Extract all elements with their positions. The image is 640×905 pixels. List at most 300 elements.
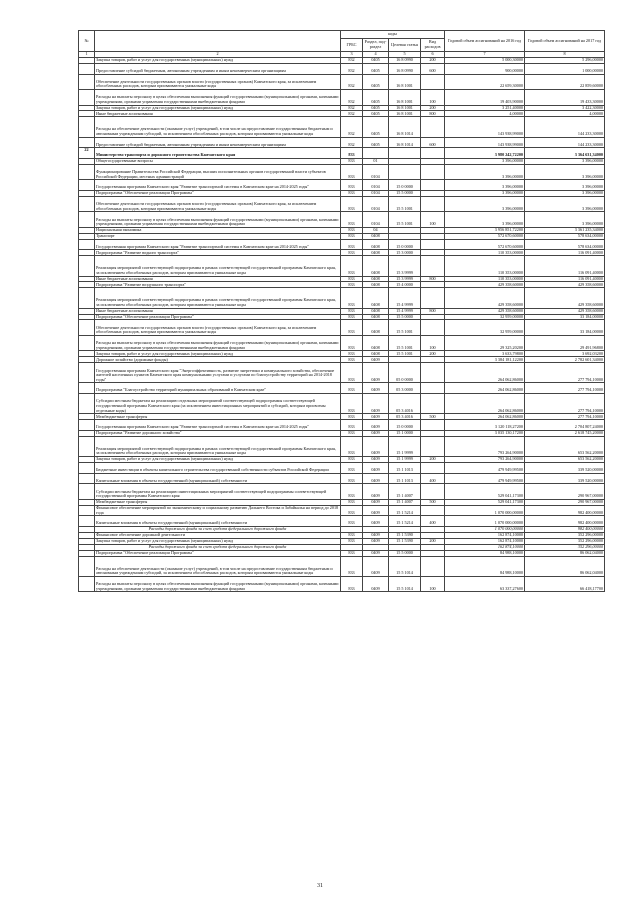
row-name: Расходы на обеспечение деятельности (оказание услуг) учреждений, в том числе на предоставление государственным бюджетным и автономным учреждениям субсидий, за исключением обособленных расходов, которым присваиваются уникальные коды [95,556,341,576]
row-name: Капитальные вложения в объекты государственной (муниципальной) собственности [95,473,341,484]
row-vr [421,420,445,431]
row-vr: 800 [421,111,445,117]
row-amount-2016: 572 670,60000 [445,233,525,239]
row-vr: 100 [421,576,445,591]
table-row [79,63,605,74]
table-row [79,484,605,499]
row-csr: 15 1 5390 [389,533,421,539]
row-vr [421,164,445,179]
table-row [79,436,605,456]
row-vr: 800 [421,276,445,282]
row-name: Расходы дорожного фонда за счет средств федерального дорожного фонда [95,544,341,550]
row-vr: 600 [421,137,445,148]
row-amount-2016: 3 633,79800 [445,351,525,357]
row-name: Подпрограмма "Обеспечение реализации Программы" [95,550,341,556]
row-razdel: 0409 [363,538,389,544]
row-vr [421,484,445,499]
row-razdel: 0405 [363,137,389,148]
row-amount-2016: 3 956 851,72200 [445,227,525,233]
table-row [79,516,605,527]
row-amount-2016: 429 358,60000 [445,308,525,314]
row-vr [421,462,445,473]
table-row [79,462,605,473]
row-amount-2017: 653 562,20000 [525,457,605,463]
row-razdel: 0104 [363,212,389,227]
row-razdel: 0405 [363,63,389,74]
row-number [79,462,95,473]
row-csr: 15 5 1014 [389,556,421,576]
row-name: Транспорт [95,233,341,239]
row-amount-2017: 982 400,00000 [525,527,605,533]
row-name: Бюджетные инвестиции в объекты капитального строительства государственной собственности субъектов Российской Федерации [95,462,341,473]
row-amount-2016: 19 403,90000 [445,90,525,105]
row-grbs: 833 [341,212,363,227]
row-name: Капитальные вложения в объекты государственной (муниципальной) собственности [95,516,341,527]
row-amount-2016: 1 070 000,00000 [445,516,525,527]
row-amount-2017: 3 692,03200 [525,351,605,357]
row-razdel: 0409 [363,499,389,505]
row-csr: 15 1 4007 [389,499,421,505]
row-name: Реализация мероприятий соответствующей подпрограммы в рамках соответствующей государственной программы Камчатского края, за исключением обособленных расходов, которым присваиваются уникальные коды [95,288,341,308]
row-csr: 15 5 1001 [389,212,421,227]
row-razdel: 04 [363,227,389,233]
row-grbs: 833 [341,394,363,414]
table-row [79,256,605,276]
row-vr: 600 [421,63,445,74]
row-amount-2017: 2 704 807,24000 [525,420,605,431]
row-csr: 05 3 0000 [389,383,421,394]
row-amount-2016: 143 938,99000 [445,117,525,137]
row-grbs: 833 [341,320,363,335]
row-razdel: 0409 [363,576,389,591]
row-amount-2016: 3 035 130,17200 [445,430,525,436]
row-name: Закупка товаров, работ и услуг для государственных (муниципальных) нужд [95,58,341,64]
row-amount-2016: 3 396,00000 [445,212,525,227]
row-number [79,363,95,383]
row-amount-2017: 1 000,00000 [525,63,605,74]
row-name: Обеспечение деятельности государственных органов власти (государственных органов) Камчатского края, за исключением обособленных расходов, которым присваиваются уникальные коды [95,74,341,89]
row-csr: 16 8 1001 [389,105,421,111]
row-name: Закупка товаров, работ и услуг для государственных (муниципальных) нужд [95,538,341,544]
page-number: 31 [317,883,323,889]
row-amount-2016: 32 959,00000 [445,320,525,335]
row-grbs: 833 [341,357,363,363]
row-razdel: 0104 [363,164,389,179]
row-vr: 800 [421,308,445,314]
row-amount-2017: 33 184,00000 [525,320,605,335]
row-name: Межбюджетные трансферты [95,414,341,420]
row-razdel: 0405 [363,105,389,111]
row-grbs: 833 [341,250,363,256]
index-cell: 6 [421,52,445,58]
row-amount-2017: 5 296,00000 [525,58,605,64]
row-razdel: 0409 [363,533,389,539]
row-razdel: 0409 [363,556,389,576]
row-amount-2016: 793 264,90000 [445,457,525,463]
row-vr [421,556,445,576]
row-amount-2016: 264 062,86000 [445,414,525,420]
row-grbs: 833 [341,148,363,159]
row-amount-2016: 110 353,00000 [445,276,525,282]
row-amount-2017: 578 634,00000 [525,239,605,250]
row-amount-2017: 339 520,00000 [525,462,605,473]
row-amount-2017: 429 358,60000 [525,282,605,288]
row-amount-2016: 5 000,30000 [445,58,525,64]
row-csr: 15 1 0000 [389,430,421,436]
row-amount-2017: 3 396,00000 [525,180,605,191]
header-2017: Годовой объем ассигнований на 2017 год [525,31,605,52]
row-amount-2017: 22 859,60000 [525,74,605,89]
row-number [79,320,95,335]
row-csr: 16 8 1001 [389,90,421,105]
row-amount-2016: 4,00000 [445,111,525,117]
row-name: Расходы на выплаты персоналу в целях обеспечения выполнения функций государственными (муниципальными) органами, казенными учреждениями, органами управления государственными внебюджетными фондами [95,576,341,591]
row-razdel: 0408 [363,276,389,282]
row-amount-2017: 429 358,60000 [525,288,605,308]
row-name: Закупка товаров, работ и услуг для государственных (муниципальных) нужд [95,105,341,111]
row-name: Предоставление субсидий бюджетным, автономным учреждениям и иным некоммерческим организациям [95,63,341,74]
row-amount-2016: 264 062,86000 [445,363,525,383]
row-amount-2016: 84 988,10000 [445,556,525,576]
row-amount-2017: 2 782 601,34000 [525,357,605,363]
budget-table [78,30,605,592]
row-csr: 16 8 1014 [389,117,421,137]
row-amount-2016: 429 358,60000 [445,288,525,308]
row-name: Иные бюджетные ассигнования [95,111,341,117]
index-cell: 1 [79,52,95,58]
row-amount-2016: 264 062,86000 [445,383,525,394]
row-grbs: 833 [341,505,363,516]
table-row [79,288,605,308]
row-amount-2016: 162 874,10000 [445,533,525,539]
row-amount-2016: 3 396,00000 [445,164,525,179]
row-name: Иные бюджетные ассигнования [95,308,341,314]
row-vr [421,148,445,159]
row-csr: 15 5 0000 [389,191,421,197]
index-cell: 4 [363,52,389,58]
row-csr: 16 8 1014 [389,137,421,148]
row-amount-2017: 277 794,10000 [525,383,605,394]
row-amount-2017: 3 361 235,34000 [525,227,605,233]
row-amount-2016: 3 396,00000 [445,158,525,164]
table-row [79,363,605,383]
row-razdel [363,148,389,159]
row-number [79,239,95,250]
row-csr: 15 5 1001 [389,335,421,350]
table-row [79,335,605,350]
row-razdel: 0408 [363,320,389,335]
row-vr [421,117,445,137]
row-amount-2017: 339 520,00000 [525,473,605,484]
row-amount-2016: 529 041,17300 [445,499,525,505]
row-amount-2016: 3 384 181,12200 [445,357,525,363]
row-csr: 15 1 5214 [389,505,421,516]
row-razdel: 0409 [363,516,389,527]
row-name: Субсидии местным бюджетам на реализацию инвестиционных мероприятий соответствующей подпрограммы соответствующей государственной программы Камчатского края [95,484,341,499]
row-razdel: 0409 [363,420,389,431]
row-amount-2017: 3 396,00000 [525,158,605,164]
row-csr: 15 5 1001 [389,320,421,335]
row-grbs: 833 [341,473,363,484]
row-razdel: 0104 [363,180,389,191]
row-amount-2017: 86 062,04000 [525,556,605,576]
row-amount-2017: 116 091,40000 [525,276,605,282]
row-number [79,505,95,516]
row-amount-2017: 29 491,96800 [525,335,605,350]
row-razdel: 0409 [363,383,389,394]
row-name: Расходы на обеспечение деятельности (оказание услуг) учреждений, в том числе на предоставление государственным бюджетным и автономным учреждениям субсидий, за исключением обособленных расходов, которым присваиваются уникальные коды [95,117,341,137]
row-razdel: 0408 [363,308,389,314]
row-csr: 15 3 9999 [389,256,421,276]
row-amount-2017: 653 562,20000 [525,436,605,456]
row-name: Реализация мероприятий соответствующей подпрограммы в рамках соответствующей государственной программы Камчатского края, за исключением обособленных расходов, которым присваиваются уникальные коды [95,436,341,456]
row-grbs: 833 [341,239,363,250]
row-name: Предоставление субсидий бюджетным, автономным учреждениям и иным некоммерческим организациям [95,137,341,148]
row-csr: 15 5 1001 [389,351,421,357]
row-name: Функционирование Правительства Российской Федерации, высших исполнительных органов государственной власти субъектов Российской Федерации, местных администраций [95,164,341,179]
row-razdel: 0408 [363,288,389,308]
table-row [79,320,605,335]
row-csr: 15 4 9999 [389,308,421,314]
row-razdel: 0408 [363,256,389,276]
row-amount-2016: 1 070 000,00000 [445,505,525,516]
row-razdel: 0409 [363,414,389,420]
row-csr: 15 5 1014 [389,576,421,591]
row-number [79,212,95,227]
row-number [79,164,95,179]
header-codes: коды [341,31,445,39]
row-grbs: 833 [341,233,363,239]
row-amount-2016: 162 874,10000 [445,538,525,544]
row-razdel: 0408 [363,233,389,239]
row-amount-2017: 290 967,00000 [525,499,605,505]
row-grbs: 832 [341,117,363,137]
row-grbs: 833 [341,288,363,308]
row-name: Обеспечение деятельности государственных органов власти (государственных органов) Камчатского края, за исключением обособленных расходов, которым присваиваются уникальные коды [95,320,341,335]
row-amount-2017: 290 967,00000 [525,484,605,499]
row-razdel: 0409 [363,363,389,383]
header-2016: Годовой объем ассигнований на 2016 год [445,31,525,52]
row-vr [421,288,445,308]
row-number [79,484,95,499]
row-grbs: 833 [341,457,363,463]
row-amount-2017: 277 794,10000 [525,414,605,420]
row-number [79,394,95,414]
row-amount-2017: 2 618 745,20000 [525,430,605,436]
row-grbs: 833 [341,256,363,276]
row-number [79,90,95,105]
row-csr: 15 0 0000 [389,239,421,250]
row-csr: 15 3 0000 [389,250,421,256]
index-cell: 3 [341,52,363,58]
row-grbs: 833 [341,314,363,320]
row-amount-2016: 63 337,27600 [445,576,525,591]
row-razdel: 0408 [363,239,389,250]
row-grbs: 833 [341,282,363,288]
row-grbs: 833 [341,164,363,179]
row-grbs: 833 [341,484,363,499]
row-grbs: 833 [341,538,363,544]
row-amount-2016: 793 264,90000 [445,436,525,456]
row-amount-2017: 144 233,30000 [525,137,605,148]
row-amount-2017: 3 396,00000 [525,196,605,211]
row-grbs: 832 [341,63,363,74]
row-name: Субсидии местным бюджетам на реализацию отдельных мероприятий соответствующей подпрограммы соответствующей государственной программы Камчатского края (за исключением инвестиционных мероприятий и субсидий, которым присвоены отдельные коды) [95,394,341,414]
row-amount-2017: 982 400,00000 [525,505,605,516]
index-cell: 2 [95,52,341,58]
row-grbs: 833 [341,383,363,394]
row-amount-2017: 429 358,60000 [525,308,605,314]
row-csr: 15 1 9999 [389,457,421,463]
row-csr: 15 4 9999 [389,288,421,308]
row-amount-2016: 572 670,60000 [445,239,525,250]
row-csr: 16 8 1001 [389,111,421,117]
table-row [79,196,605,211]
row-amount-2016: 3 396,00000 [445,180,525,191]
row-name: Финансовое обеспечение мероприятий по экономическому и социальному развитию Дальнего Востока и Забайкалья на период до 2018 года [95,505,341,516]
row-name: Подпрограмма "Обеспечение реализации Программы" [95,314,341,320]
row-razdel: 0405 [363,117,389,137]
row-csr [389,164,421,179]
row-amount-2017: 144 233,30000 [525,117,605,137]
row-grbs: 833 [341,420,363,431]
row-vr [421,383,445,394]
row-grbs: 833 [341,191,363,197]
table-row [79,212,605,227]
row-amount-2017: 982 400,00000 [525,516,605,527]
row-grbs: 833 [341,351,363,357]
row-amount-2017: 33 184,00000 [525,314,605,320]
row-csr: 05 3 4016 [389,414,421,420]
row-grbs: 833 [341,308,363,314]
row-amount-2017: 277 794,10000 [525,363,605,383]
table-row [79,164,605,179]
row-amount-2016: 29 325,20200 [445,335,525,350]
row-amount-2017: 3 364 631,34000 [525,148,605,159]
row-name: Дорожное хозяйство (дорожные фонды) [95,357,341,363]
row-amount-2016: 529 041,17300 [445,484,525,499]
row-grbs: 833 [341,276,363,282]
row-grbs: 833 [341,556,363,576]
row-razdel: 0405 [363,74,389,89]
row-csr: 15 5 0000 [389,550,421,556]
index-cell: 8 [525,52,605,58]
row-name: Государственная программа Камчатского края "Энергоэффективность, развитие энергетики и коммунального хозяйства, обеспечение жителей населенных пунктов Камчатского края коммунальными услугами и услугами по благоустройству территорий на 2014-2018 годы" [95,363,341,383]
row-amount-2017: 116 091,40000 [525,250,605,256]
row-grbs: 833 [341,227,363,233]
table-row [79,137,605,148]
row-csr: 15 1 4007 [389,484,421,499]
row-amount-2016: 143 938,99000 [445,137,525,148]
row-number [79,420,95,431]
row-name: Иные бюджетные ассигнования [95,276,341,282]
row-grbs: 833 [341,436,363,456]
row-name: Финансовое обеспечение дорожной деятельности [95,533,341,539]
row-vr [421,196,445,211]
row-name: Расходы на выплаты персоналу в целях обеспечения выполнения функций государственными (муниципальными) органами, казенными учреждениями, органами управления государственными внебюджетными фондами [95,90,341,105]
row-vr [421,505,445,516]
header-grbs: ГРБС [341,39,363,52]
table-row [79,90,605,105]
budget-document [78,30,604,592]
row-csr: 15 0 0000 [389,420,421,431]
row-razdel: 0405 [363,90,389,105]
row-csr: 15 3 9999 [389,276,421,282]
row-csr: 05 3 4016 [389,394,421,414]
row-amount-2016: 3 251,40000 [445,105,525,111]
row-name: Подпрограмма "Обеспечение реализации Программы" [95,191,341,197]
table-row [79,394,605,414]
row-name: Подпрограмма "Благоустройство территорий муниципальных образований в Камчатском крае" [95,383,341,394]
row-number [79,473,95,484]
row-name: Подпрограмма "Развитие дорожного хозяйства" [95,430,341,436]
row-amount-2016: 3 120 118,27200 [445,420,525,431]
row-razdel: 0405 [363,58,389,64]
row-amount-2017: 3 422,30000 [525,105,605,111]
row-amount-2017: 352 296,00000 [525,544,605,550]
row-csr: 05 0 0000 [389,363,421,383]
row-name: Межбюджетные трансферты [95,499,341,505]
row-name: Расходы дорожного фонда за счет средств федерального дорожного фонда [95,527,341,533]
header-razdel: Раздел, под-раздел [363,39,389,52]
row-vr [421,74,445,89]
row-amount-2017: 3 396,00000 [525,191,605,197]
row-name: Расходы на выплаты персоналу в целях обеспечения выполнения функций государственными (муниципальными) органами, казенными учреждениями, органами управления государственными внебюджетными фондами [95,335,341,350]
row-grbs: 832 [341,90,363,105]
row-name: Государственная программа Камчатского края "Развитие транспортной системы в Камчатском крае на 2014-2025 годы" [95,180,341,191]
row-grbs: 832 [341,111,363,117]
row-vr [421,180,445,191]
table-row [79,556,605,576]
table-row [79,473,605,484]
row-number [79,436,95,456]
row-number: 22 [79,148,95,159]
row-razdel: 0409 [363,430,389,436]
row-name: Реализация мероприятий соответствующей подпрограммы в рамках соответствующей государственной программы Камчатского края, за исключением обособленных расходов, которым присваиваются уникальные коды [95,256,341,276]
row-vr [421,363,445,383]
row-grbs: 833 [341,462,363,473]
table-row [79,74,605,89]
table-row [79,148,605,159]
table-row [79,505,605,516]
header-vr: Вид расходов [421,39,445,52]
row-amount-2017: 3 396,00000 [525,164,605,179]
row-name: Подпрограмма "Развитие воздушного транспорта" [95,282,341,288]
row-razdel: 0408 [363,282,389,288]
row-vr [421,436,445,456]
table-row [79,117,605,137]
table-row [79,383,605,394]
row-amount-2017: 4,00000 [525,111,605,117]
row-grbs: 833 [341,430,363,436]
header-csr: Целевая статья [389,39,421,52]
row-razdel: 0409 [363,550,389,556]
table-row [79,180,605,191]
row-razdel: 0409 [363,457,389,463]
row-number [79,117,95,137]
row-csr: 15 1 9999 [389,436,421,456]
row-name: Общегосударственные вопросы [95,158,341,164]
row-vr: 200 [421,457,445,463]
row-number [79,74,95,89]
header-name [95,31,341,52]
row-vr: 500 [421,414,445,420]
row-razdel: 0409 [363,473,389,484]
row-grbs: 833 [341,533,363,539]
row-amount-2016: 900,00000 [445,63,525,74]
row-grbs: 832 [341,105,363,111]
row-razdel: 0408 [363,351,389,357]
